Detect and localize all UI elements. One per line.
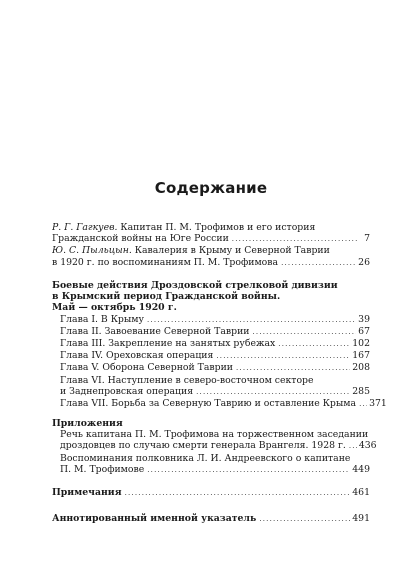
entry-first-line: [52, 222, 370, 233]
page-number: 461: [352, 487, 370, 498]
page-title: Содержание: [154, 179, 268, 197]
entry-last-line: [52, 386, 370, 398]
entry-title-line: в 1920 г. по воспоминаниям П. М. Трофимова: [52, 256, 279, 268]
entry-title-line: Воспоминания полковника Л. И. Андреевского о капитане: [60, 452, 351, 464]
toc-page: [52, 0, 387, 576]
toc-entry-chapter-7[interactable]: [52, 398, 387, 410]
toc-entry-chapter-1[interactable]: [52, 314, 370, 326]
page-number: 436: [358, 440, 377, 452]
page-number: 167: [352, 350, 370, 362]
section-appendices: [52, 418, 377, 476]
page-number: 102: [352, 338, 370, 350]
chapter-title: Глава I. В Крыму: [60, 313, 144, 325]
toc-entry-notes[interactable]: [52, 487, 370, 499]
page-number: 371: [369, 398, 387, 410]
dot-leader: [216, 351, 350, 362]
toc-entry-chapter-4[interactable]: [52, 350, 370, 362]
dot-leader: [259, 514, 350, 525]
toc-entry-pyltsyn[interactable]: [52, 245, 370, 268]
dot-leader: [196, 387, 350, 398]
page-number: 39: [358, 313, 370, 325]
dot-leader: [252, 327, 356, 338]
page-number: 285: [352, 385, 370, 397]
dot-leader: [278, 339, 350, 350]
section-heading-line: в Крымский период Гражданской войны.: [52, 291, 281, 303]
chapter-title: и Заднепровская операция: [60, 385, 194, 397]
toc-entry-appendix-speech[interactable]: [52, 429, 377, 452]
chapter-title: Глава VI. Наступление в северо-восточном секторе: [60, 374, 314, 386]
chapter-title: Глава VII. Борьба за Северную Таврию и оставление Крыма: [60, 398, 357, 410]
page-number: 449: [352, 463, 370, 475]
toc-entry-chapter-6[interactable]: [52, 375, 370, 398]
dot-leader: [232, 234, 358, 245]
entry-first-line: [52, 245, 370, 256]
toc-entry-chapter-2[interactable]: [52, 326, 370, 338]
page-number: 26: [358, 256, 370, 268]
page-number: 208: [352, 362, 370, 374]
page-number: 491: [352, 513, 370, 524]
toc-entry-gagkuev[interactable]: [52, 222, 370, 245]
page-number: 67: [358, 325, 370, 337]
entry-last-line: [52, 464, 370, 476]
section-heading-line: Май — октябрь 1920 г.: [52, 302, 177, 314]
section-index: [52, 513, 370, 525]
toc-entry-chapter-5[interactable]: [52, 362, 370, 374]
entry-last-line: [52, 257, 370, 269]
dot-leader: [359, 399, 367, 410]
entry-author: Ю. С. Пыльцын.: [52, 245, 132, 257]
entry-last-line: [52, 233, 370, 245]
entry-title-line: Гражданской войны на Юге России: [52, 233, 229, 245]
dot-leader: [147, 315, 356, 326]
entry-title-line: дроздовцев по случаю смерти генерала Врангеля. 1928 г.: [60, 440, 346, 452]
dot-leader: [147, 465, 350, 476]
chapter-title: Глава V. Оборона Северной Таврии: [60, 362, 233, 374]
entry-last-line: [52, 440, 377, 452]
toc-entry-index[interactable]: [52, 513, 370, 525]
dot-leader: [281, 258, 356, 269]
entry-title-line: Капитан П. М. Трофимов и его история: [120, 222, 316, 233]
entry-title: Примечания: [52, 487, 122, 498]
chapter-title: Глава III. Закрепление на занятых рубежах: [60, 338, 276, 350]
section-heading-line: Боевые действия Дроздовской стрелковой дивизии: [52, 280, 338, 291]
entry-title-line: Речь капитана П. М. Трофимова на торжественном заседании: [60, 429, 369, 441]
toc-entry-chapter-3[interactable]: [52, 338, 370, 350]
dot-leader: [125, 488, 351, 499]
section-notes: [52, 487, 370, 499]
page-number: 7: [364, 233, 370, 245]
entry-title-line: П. М. Трофимове: [60, 463, 145, 475]
section-combat-operations: [52, 280, 387, 410]
entry-title: Аннотированный именной указатель: [52, 513, 257, 524]
chapter-title: Глава IV. Ореховская операция: [60, 350, 214, 362]
entry-author: Р. Г. Гагкуев.: [52, 222, 118, 233]
toc-entry-appendix-memoirs[interactable]: [52, 453, 370, 476]
dot-leader: [349, 441, 357, 452]
section-heading: Приложения: [52, 418, 123, 429]
entry-title-line: Кавалерия в Крыму и Северной Таврии: [134, 245, 330, 257]
chapter-title: Глава II. Завоевание Северной Таврии: [60, 325, 250, 337]
dot-leader: [236, 363, 350, 374]
intro-section: [52, 222, 370, 269]
